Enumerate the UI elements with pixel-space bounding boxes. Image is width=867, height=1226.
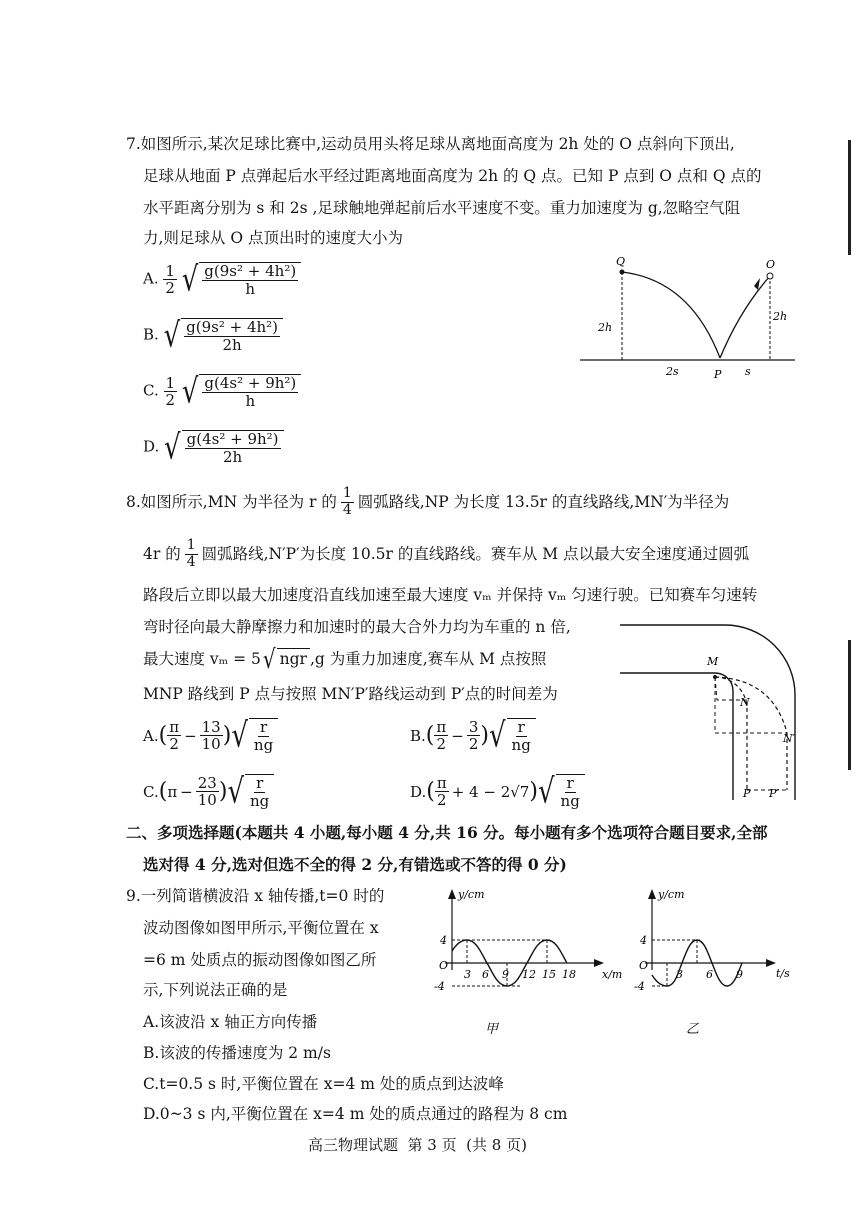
label-n: N: [740, 696, 750, 709]
q9-line-1: 9.一列简谐横波沿 x 轴传播,t=0 时的: [126, 887, 385, 905]
q9-wave-graph-jia: [430, 885, 630, 1035]
tick-12: 12: [522, 968, 536, 981]
q8-race-track-figure: [615, 615, 805, 805]
y-min-label: -4: [634, 980, 645, 993]
x-label: t/s: [776, 967, 790, 980]
q9-line-2: 波动图像如图甲所示,平衡位置在 x: [143, 919, 379, 937]
label-2h-right: 2h: [773, 310, 788, 323]
y-max-label: 4: [640, 934, 647, 947]
origin-label: O: [639, 959, 649, 972]
label-2h-left: 2h: [598, 321, 613, 334]
scan-edge-mark: [848, 640, 851, 770]
label-p-prime: P′: [769, 787, 779, 800]
q7-line-1: 7.如图所示,某次足球比赛中,运动员用头将足球从离地面高度为 2h 处的 O 点斜向下顶出,: [126, 135, 735, 153]
square-root: √ $\frac{\text{g(9s² + 4h²)}}{2h}$: [164, 318, 283, 353]
q9-option-d: D.0~3 s 内,平衡位置在 x=4 m 处的质点通过的路程为 8 cm: [143, 1105, 568, 1123]
q9-vibration-graph-yi: [630, 885, 810, 1035]
q8-line-6: MNP 路线到 P 点与按照 MN′P′路线运动到 P′点的时间差为: [143, 685, 558, 703]
section2-line-2: 选对得 4 分,选对但选不全的得 2 分,有错选或不答的得 0 分): [143, 855, 567, 874]
q9-option-c: C.t=0.5 s 时,平衡位置在 x=4 m 处的质点到达波峰: [143, 1075, 504, 1093]
y-label: y/cm: [658, 888, 685, 901]
y-arrow: [448, 889, 456, 899]
q9-line-3: =6 m 处质点的振动图像如图乙所: [143, 951, 377, 969]
tick-6: 6: [706, 968, 713, 981]
q8-line-3: 路段后立即以最大加速度沿直线加速至最大速度 vₘ 并保持 vₘ 匀速行驶。已知赛车匀速转: [143, 586, 758, 604]
q8-line-5: 最大速度 vₘ = 5 √ ngr ,g 为重力加速度,赛车从 M 点按照: [143, 642, 547, 675]
q9-line-4: 示,下列说法正确的是: [143, 981, 288, 999]
tick-6: 6: [482, 968, 489, 981]
q7-line-3: 水平距离分别为 s 和 2s ,足球触地弹起前后水平速度不变。重力加速度为 g,忽略空气阻: [143, 199, 741, 217]
point-m: [713, 675, 717, 679]
q7-line-2: 足球从地面 P 点弹起后水平经过距离地面高度为 2h 的 Q 点。已知 P 点到 O 点和 Q 点的: [143, 167, 762, 185]
q7-option-b: B. √ $\frac{\text{g(9s² + 4h²)}}{2h}$: [143, 318, 283, 353]
q8-option-b: B. ( $\frac{\pi}{2}$ − $\frac{3}{2}$ ) √ $\frac{r}{ng}$: [410, 718, 536, 753]
label-q: Q: [616, 255, 626, 268]
q9-option-a: A.该波沿 x 轴正方向传播: [143, 1013, 318, 1031]
y-label: y/cm: [458, 888, 485, 901]
scan-edge-mark: [848, 140, 851, 255]
helper-dashed-lines: [715, 677, 787, 790]
coefficient-fraction: $\frac{1}{2}$: [165, 261, 175, 297]
q8-line-2: 4r 的 $\frac{1}{4}$ 圆弧路线,N′P′为长度 10.5r 的直线路线。赛车从 M 点以最大安全速度通过圆弧: [143, 537, 750, 570]
q7-option-d: D. √ $\frac{\text{g(4s² + 9h²)}}{2h}$: [143, 430, 284, 465]
label-s: s: [745, 365, 751, 378]
label-o: O: [766, 258, 776, 271]
origin-label: O: [439, 959, 449, 972]
x-arrow: [766, 959, 776, 967]
tick-18: 18: [562, 968, 576, 981]
q8-option-a: A. ( $\frac{\pi}{2}$ − $\frac{13}{10}$ ) √ $\frac{r}{ng}$: [143, 718, 278, 753]
tick-9: 9: [502, 968, 509, 981]
q7-option-a: A. $\frac{1}{2}$ √ $\frac{\text{g(9s² + 4h²)}}{h}$: [143, 262, 301, 297]
caption: 甲: [485, 1022, 499, 1035]
section2-line-1: 二、多项选择题(本题共 4 小题,每小题 4 分,共 16 分。每小题有多个选项符合题目要求,全部: [126, 823, 768, 842]
y-arrow: [648, 889, 656, 899]
label-n-prime: N′: [783, 732, 796, 745]
label-2s: 2s: [666, 365, 679, 378]
coefficient-fraction: $\frac{1}{2}$: [165, 373, 176, 409]
q8-option-c: C. ( π − $\frac{23}{10}$ ) √ $\frac{r}{ng}$: [143, 774, 274, 809]
caption: 乙: [686, 1022, 700, 1035]
point-q: [620, 270, 625, 275]
q9-option-b: B.该波的传播速度为 2 m/s: [143, 1044, 331, 1062]
y-max-label: 4: [440, 934, 447, 947]
x-label: x/m: [602, 968, 623, 981]
page-footer: 高三物理试题 第 3 页 (共 8 页): [308, 1136, 527, 1154]
ball-path-right: [720, 276, 770, 358]
tick-9: 9: [736, 968, 743, 981]
tick-3: 3: [676, 968, 683, 981]
y-min-label: -4: [434, 980, 445, 993]
x-arrow: [594, 959, 604, 967]
q8-option-d: D. ( $\frac{\pi}{2}$ + 4 − 2√7 ) √ $\frac{r}{ng}$: [410, 774, 585, 809]
label-p: P: [714, 368, 722, 381]
tick-3: 3: [464, 968, 471, 981]
label-p: P: [743, 787, 751, 800]
square-root: √ $\frac{\text{g(4s² + 9h²)}}{2h}$: [164, 430, 283, 465]
square-root: √ $\frac{\text{g(4s² + 9h²)}}{h}$: [182, 374, 301, 409]
q7-option-c: C. $\frac{1}{2}$ √ $\frac{\text{g(4s² + 9h²)}}{h}$: [143, 374, 301, 409]
point-o: [767, 273, 773, 279]
label-m: M: [707, 655, 719, 668]
ball-path-left: [622, 272, 720, 358]
track-outer-edge: [620, 625, 795, 800]
q8-line-1: 8.如图所示,MN 为半径为 r 的 $\frac{1}{4}$ 圆弧路线,NP 为长度 13.5r 的直线路线,MN′为半径为: [126, 485, 730, 518]
square-root: √ $\frac{\text{g(9s² + 4h²)}}{h}$: [182, 262, 301, 297]
q7-trajectory-figure: [580, 250, 805, 385]
q8-line-4: 弯时径向最大静摩擦力和加速时的最大合外力均为车重的 n 倍,: [143, 618, 571, 636]
q7-line-4: 力,则足球从 O 点顶出时的速度大小为: [143, 229, 403, 247]
tick-15: 15: [542, 968, 556, 981]
